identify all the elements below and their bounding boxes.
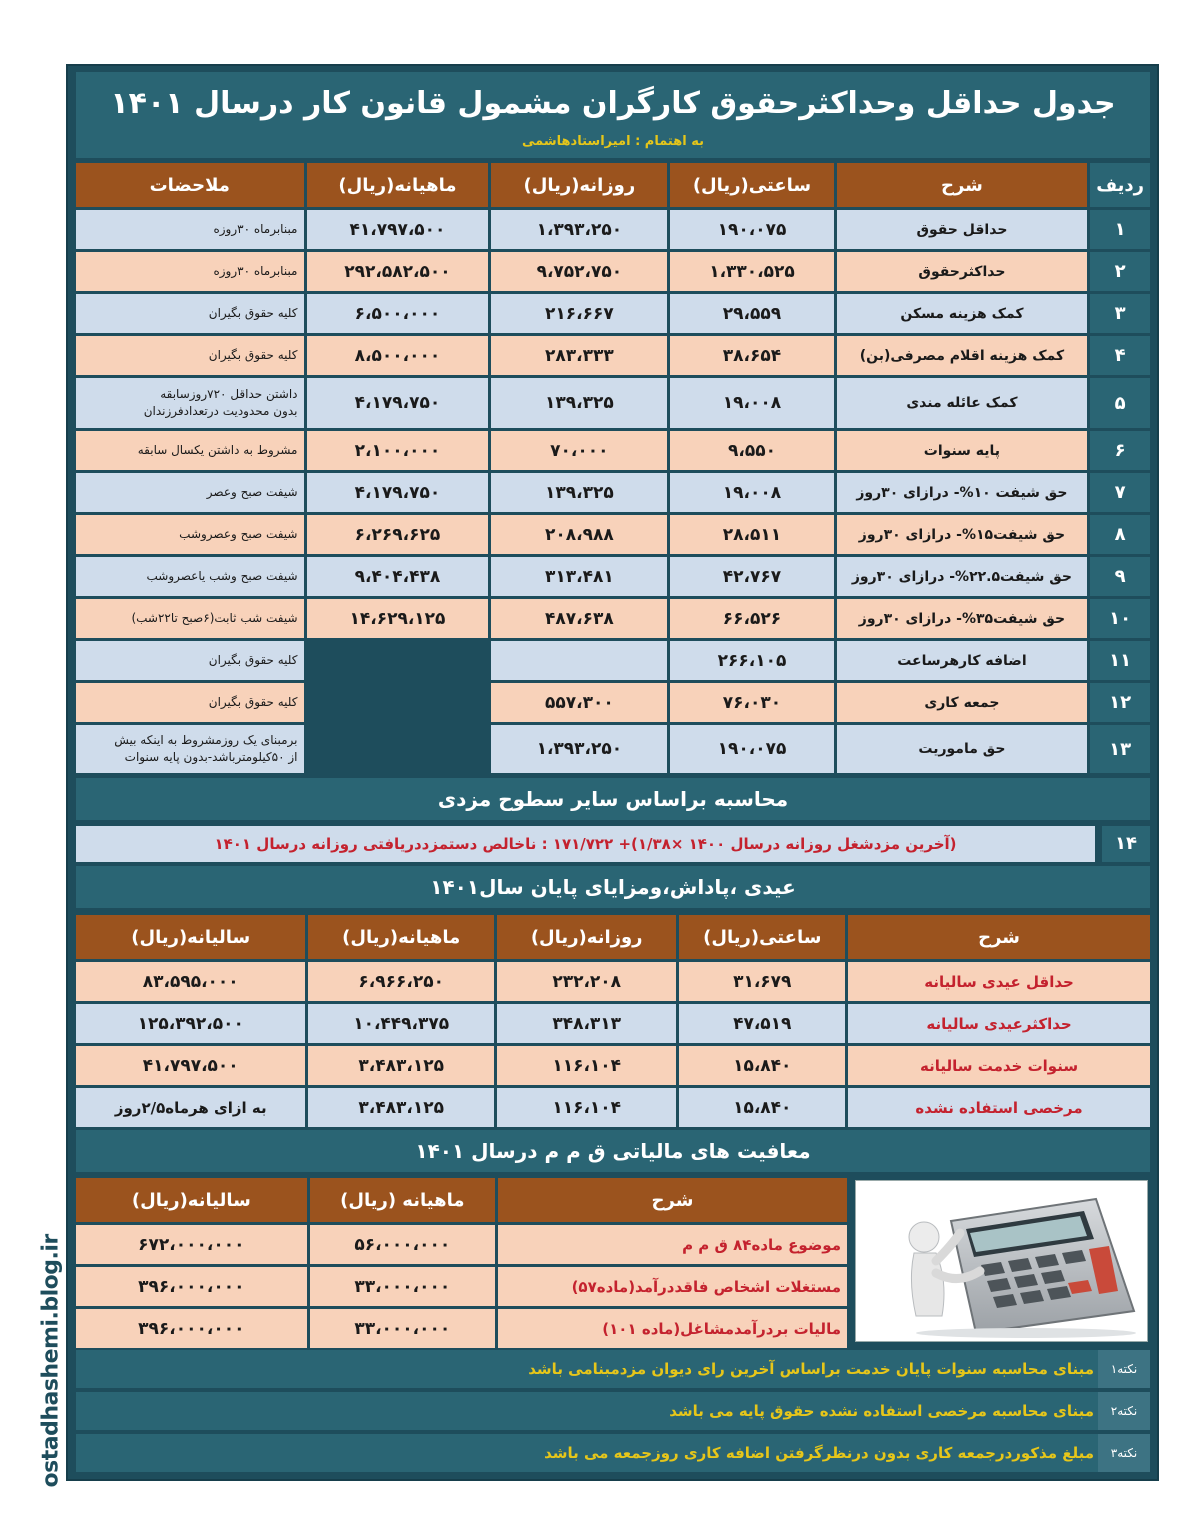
row-yearly: ۸۳،۵۹۵،۰۰۰ (76, 962, 305, 1001)
tax-exemption-table (73, 1175, 850, 1351)
formula-row (76, 826, 1150, 862)
table-row (76, 1309, 847, 1348)
row-hourly: ۱۹،۰۰۸ (670, 378, 833, 428)
row-monthly: ۹،۴۰۴،۴۳۸ (307, 557, 489, 596)
row-desc: مالیات بردرآمدمشاغل(ماده ۱۰۱) (498, 1309, 847, 1348)
row-monthly: ۳۳،۰۰۰،۰۰۰ (310, 1309, 495, 1348)
row-daily: ۱۳۹،۳۲۵ (491, 378, 667, 428)
row-daily: ۱۱۶،۱۰۴ (497, 1088, 677, 1127)
row-monthly: ۳،۴۸۳،۱۲۵ (308, 1046, 494, 1085)
row-remarks: شیفت صبح وعصروشب (76, 515, 304, 554)
row-desc: حداکثرعیدی سالیانه (848, 1004, 1150, 1043)
row-desc: مستغلات اشخاص فاقددرآمد(ماده۵۷) (498, 1267, 847, 1306)
header-yearly: سالیانه(ریال) (76, 1178, 307, 1222)
row-remarks: کلیه حقوق بگیران (76, 294, 304, 333)
remarks-line-1: داشتن حداقل ۷۲۰روزسابقه (160, 387, 298, 401)
row-desc: اضافه کارهرساعت (837, 641, 1088, 680)
remarks-line-1: برمبنای یک روزمشروط به اینکه بیش (114, 733, 298, 747)
row-desc: حق شیفت۳۵%- درازای ۳۰روز (837, 599, 1088, 638)
row-daily: ۲۰۸،۹۸۸ (491, 515, 667, 554)
row-desc: کمک هزینه مسکن (837, 294, 1088, 333)
table-row (76, 641, 1150, 680)
table-row (76, 1267, 847, 1306)
row-desc: پایه سنوات (837, 431, 1088, 470)
section-band-tax: معافیت های مالیاتی ق م م درسال ۱۴۰۱ (76, 1130, 1150, 1172)
salary-table (73, 160, 1153, 776)
row-index: ۴ (1090, 336, 1150, 375)
row-monthly: ۶،۹۶۶،۲۵۰ (308, 962, 494, 1001)
row-hourly: ۱۹۰،۰۷۵ (670, 725, 833, 773)
row-daily: ۲۸۳،۳۳۳ (491, 336, 667, 375)
row-daily: ۱۳۹،۳۲۵ (491, 473, 667, 512)
header-daily: روزانه(ریال) (497, 915, 677, 959)
row-daily: ۷۰،۰۰۰ (491, 431, 667, 470)
row-daily: ۱،۳۹۳،۲۵۰ (491, 725, 667, 773)
row-desc: سنوات خدمت سالیانه (848, 1046, 1150, 1085)
table-row (76, 473, 1150, 512)
header-monthly: ماهیانه(ریال) (307, 163, 489, 207)
header-yearly: سالیانه(ریال) (76, 915, 305, 959)
header-desc: شرح (498, 1178, 847, 1222)
blog-watermark: ostadhashemi.blog.ir (38, 1234, 64, 1488)
table-row (76, 252, 1150, 291)
table-row (76, 1046, 1150, 1085)
row-index: ۳ (1090, 294, 1150, 333)
row-desc: حداقل عیدی سالیانه (848, 962, 1150, 1001)
formula-text: (آخرین مزدشغل روزانه درسال ۱۴۰۰ ×۱/۳۸)+ ۱۷۱/۷۲۲ : ناخالص دستمزددریافتی روزانه درسال ۱۴۰۱ (76, 826, 1095, 862)
row-monthly: ۴،۱۷۹،۷۵۰ (307, 378, 489, 428)
table-row (76, 1088, 1150, 1127)
page-subtitle: به اهتمام : امیراستادهاشمی (522, 134, 704, 149)
note-label: نکته۲ (1098, 1392, 1150, 1430)
row-remarks: مبنابرماه ۳۰روزه (76, 210, 304, 249)
bonus-table (73, 912, 1153, 1130)
remarks-line-2: از ۵۰کیلومترباشد-بدون پایه سنوات (124, 750, 298, 764)
row-daily: ۴۸۷،۶۳۸ (491, 599, 667, 638)
table-row (76, 725, 1150, 773)
row-yearly: ۳۹۶،۰۰۰،۰۰۰ (76, 1267, 307, 1306)
row-remarks: شیفت صبح وعصر (76, 473, 304, 512)
row-daily: ۱،۳۹۳،۲۵۰ (491, 210, 667, 249)
row-index: ۷ (1090, 473, 1150, 512)
row-hourly: ۱۵،۸۴۰ (679, 1046, 845, 1085)
row-daily: ۳۱۳،۴۸۱ (491, 557, 667, 596)
header-desc: شرح (848, 915, 1150, 959)
row-monthly: ۸،۵۰۰،۰۰۰ (307, 336, 489, 375)
table-row (76, 1004, 1150, 1043)
empty-monthly-cell (307, 641, 489, 773)
header-hourly: ساعتی(ریال) (670, 163, 833, 207)
note-row-1 (76, 1350, 1150, 1388)
row-desc: کمک عائله مندی (837, 378, 1088, 428)
row-daily: ۹،۷۵۲،۷۵۰ (491, 252, 667, 291)
title-box (76, 72, 1150, 158)
row-daily: ۲۱۶،۶۶۷ (491, 294, 667, 333)
row-index: ۱۱ (1090, 641, 1150, 680)
row-monthly: ۱۴،۶۲۹،۱۲۵ (307, 599, 489, 638)
header-monthly: ماهیانه (ریال) (310, 1178, 495, 1222)
page-title: جدول حداقل وحداکثرحقوق کارگران مشمول قانون کار درسال ۱۴۰۱ (110, 86, 1116, 121)
row-remarks: کلیه حقوق بگیران (76, 641, 304, 680)
row-monthly: ۵۶،۰۰۰،۰۰۰ (310, 1225, 495, 1264)
row-hourly: ۹،۵۵۰ (670, 431, 833, 470)
row-desc: موضوع ماده۸۴ ق م م (498, 1225, 847, 1264)
table-row (76, 378, 1150, 428)
row-desc: حق شیفت ۱۰%- درازای ۳۰روز (837, 473, 1088, 512)
row-daily (491, 641, 667, 680)
row-yearly: ۴۱،۷۹۷،۵۰۰ (76, 1046, 305, 1085)
section-band-other-wages: محاسبه براساس سایر سطوح مزدی (76, 778, 1150, 820)
header-remarks: ملاحضات (76, 163, 304, 207)
salary-table-header (76, 163, 1150, 207)
row-hourly: ۶۶،۵۲۶ (670, 599, 833, 638)
table-row (76, 515, 1150, 554)
table-row (76, 599, 1150, 638)
header-hourly: ساعتی(ریال) (679, 915, 845, 959)
row-index: ۲ (1090, 252, 1150, 291)
row-remarks: مشروط به داشتن یکسال سابقه (76, 431, 304, 470)
row-hourly: ۳۱،۶۷۹ (679, 962, 845, 1001)
row-yearly: ۶۷۲،۰۰۰،۰۰۰ (76, 1225, 307, 1264)
row-daily: ۳۴۸،۳۱۳ (497, 1004, 677, 1043)
row-desc: حق شیفت۲۲.۵%- درازای ۳۰روز (837, 557, 1088, 596)
table-row (76, 683, 1150, 722)
row-index: ۸ (1090, 515, 1150, 554)
header-daily: روزانه(ریال) (491, 163, 667, 207)
row-hourly: ۲۸،۵۱۱ (670, 515, 833, 554)
row-hourly: ۱،۳۳۰،۵۲۵ (670, 252, 833, 291)
row-index: ۱۳ (1090, 725, 1150, 773)
row-hourly: ۳۸،۶۵۴ (670, 336, 833, 375)
header-monthly: ماهیانه(ریال) (308, 915, 494, 959)
table-row (76, 431, 1150, 470)
row-monthly: ۴۱،۷۹۷،۵۰۰ (307, 210, 489, 249)
row-desc: جمعه کاری (837, 683, 1088, 722)
row-remarks: کلیه حقوق بگیران (76, 683, 304, 722)
header-index: ردیف (1090, 163, 1150, 207)
row-hourly: ۱۹۰،۰۷۵ (670, 210, 833, 249)
row-index: ۹ (1090, 557, 1150, 596)
note-text: مبنای محاسبه مرخصی استفاده نشده حقوق پایه می باشد (669, 1402, 1094, 1420)
table-row (76, 962, 1150, 1001)
row-monthly: ۴،۱۷۹،۷۵۰ (307, 473, 489, 512)
row-desc: حق شیفت۱۵%- درازای ۳۰روز (837, 515, 1088, 554)
section-band-bonus: عیدی ،پاداش،ومزایای پایان سال۱۴۰۱ (76, 866, 1150, 908)
table-row (76, 1225, 847, 1264)
row-monthly: ۳۳،۰۰۰،۰۰۰ (310, 1267, 495, 1306)
note-text: مبنای محاسبه سنوات پایان خدمت براساس آخرین رای دیوان مزدمبنامی باشد (528, 1360, 1094, 1378)
row-remarks: شیفت شب ثابت(۶صبح تا۲۲شب) (76, 599, 304, 638)
row-desc: کمک هزینه اقلام مصرفی(بن) (837, 336, 1088, 375)
row-desc: مرخصی استفاده نشده (848, 1088, 1150, 1127)
row-yearly: ۱۲۵،۳۹۲،۵۰۰ (76, 1004, 305, 1043)
row-yearly: به ازای هرماه۲/۵روز (76, 1088, 305, 1127)
row-monthly: ۲۹۲،۵۸۲،۵۰۰ (307, 252, 489, 291)
row-monthly: ۲،۱۰۰،۰۰۰ (307, 431, 489, 470)
row-daily: ۲۳۲،۲۰۸ (497, 962, 677, 1001)
row-remarks: کلیه حقوق بگیران (76, 336, 304, 375)
note-row-3 (76, 1434, 1150, 1472)
row-hourly: ۲۹،۵۵۹ (670, 294, 833, 333)
bonus-table-header (76, 915, 1150, 959)
table-row (76, 336, 1150, 375)
row-hourly: ۴۲،۷۶۷ (670, 557, 833, 596)
table-row (76, 557, 1150, 596)
row-hourly: ۴۷،۵۱۹ (679, 1004, 845, 1043)
row-index: ۱۰ (1090, 599, 1150, 638)
row-hourly: ۱۹،۰۰۸ (670, 473, 833, 512)
row-yearly: ۳۹۶،۰۰۰،۰۰۰ (76, 1309, 307, 1348)
table-row (76, 294, 1150, 333)
row-remarks (76, 725, 304, 773)
row-daily: ۱۱۶،۱۰۴ (497, 1046, 677, 1085)
row-desc: حداکثرحقوق (837, 252, 1088, 291)
row-remarks (76, 378, 304, 428)
table-row (76, 210, 1150, 249)
row-monthly: ۶،۲۶۹،۶۲۵ (307, 515, 489, 554)
note-text: مبلغ مذکوردرجمعه کاری بدون درنظرگرفتن اضافه کاری روزجمعه می باشد (544, 1444, 1094, 1462)
row-index: ۵ (1090, 378, 1150, 428)
formula-index: ۱۴ (1102, 826, 1150, 862)
tax-table-header (76, 1178, 847, 1222)
row-hourly: ۷۶،۰۳۰ (670, 683, 833, 722)
row-index: ۱۲ (1090, 683, 1150, 722)
row-hourly: ۲۶۶،۱۰۵ (670, 641, 833, 680)
row-hourly: ۱۵،۸۴۰ (679, 1088, 845, 1127)
row-daily: ۵۵۷،۳۰۰ (491, 683, 667, 722)
row-desc: حق ماموریت (837, 725, 1088, 773)
row-index: ۶ (1090, 431, 1150, 470)
note-row-2 (76, 1392, 1150, 1430)
row-remarks: مبنابرماه ۳۰روزه (76, 252, 304, 291)
note-label: نکته۱ (1098, 1350, 1150, 1388)
remarks-line-2: بدون محدودیت درتعدادفرزندان (143, 404, 298, 418)
calculator-icon (856, 1181, 1147, 1341)
row-monthly: ۱۰،۴۴۹،۳۷۵ (308, 1004, 494, 1043)
header-desc: شرح (837, 163, 1088, 207)
note-label: نکته۳ (1098, 1434, 1150, 1472)
row-monthly: ۳،۴۸۳،۱۲۵ (308, 1088, 494, 1127)
row-desc: حداقل حقوق (837, 210, 1088, 249)
row-monthly: ۶،۵۰۰،۰۰۰ (307, 294, 489, 333)
calculator-illustration (855, 1180, 1148, 1342)
row-index: ۱ (1090, 210, 1150, 249)
row-remarks: شیفت صبح وشب یاعصروشب (76, 557, 304, 596)
